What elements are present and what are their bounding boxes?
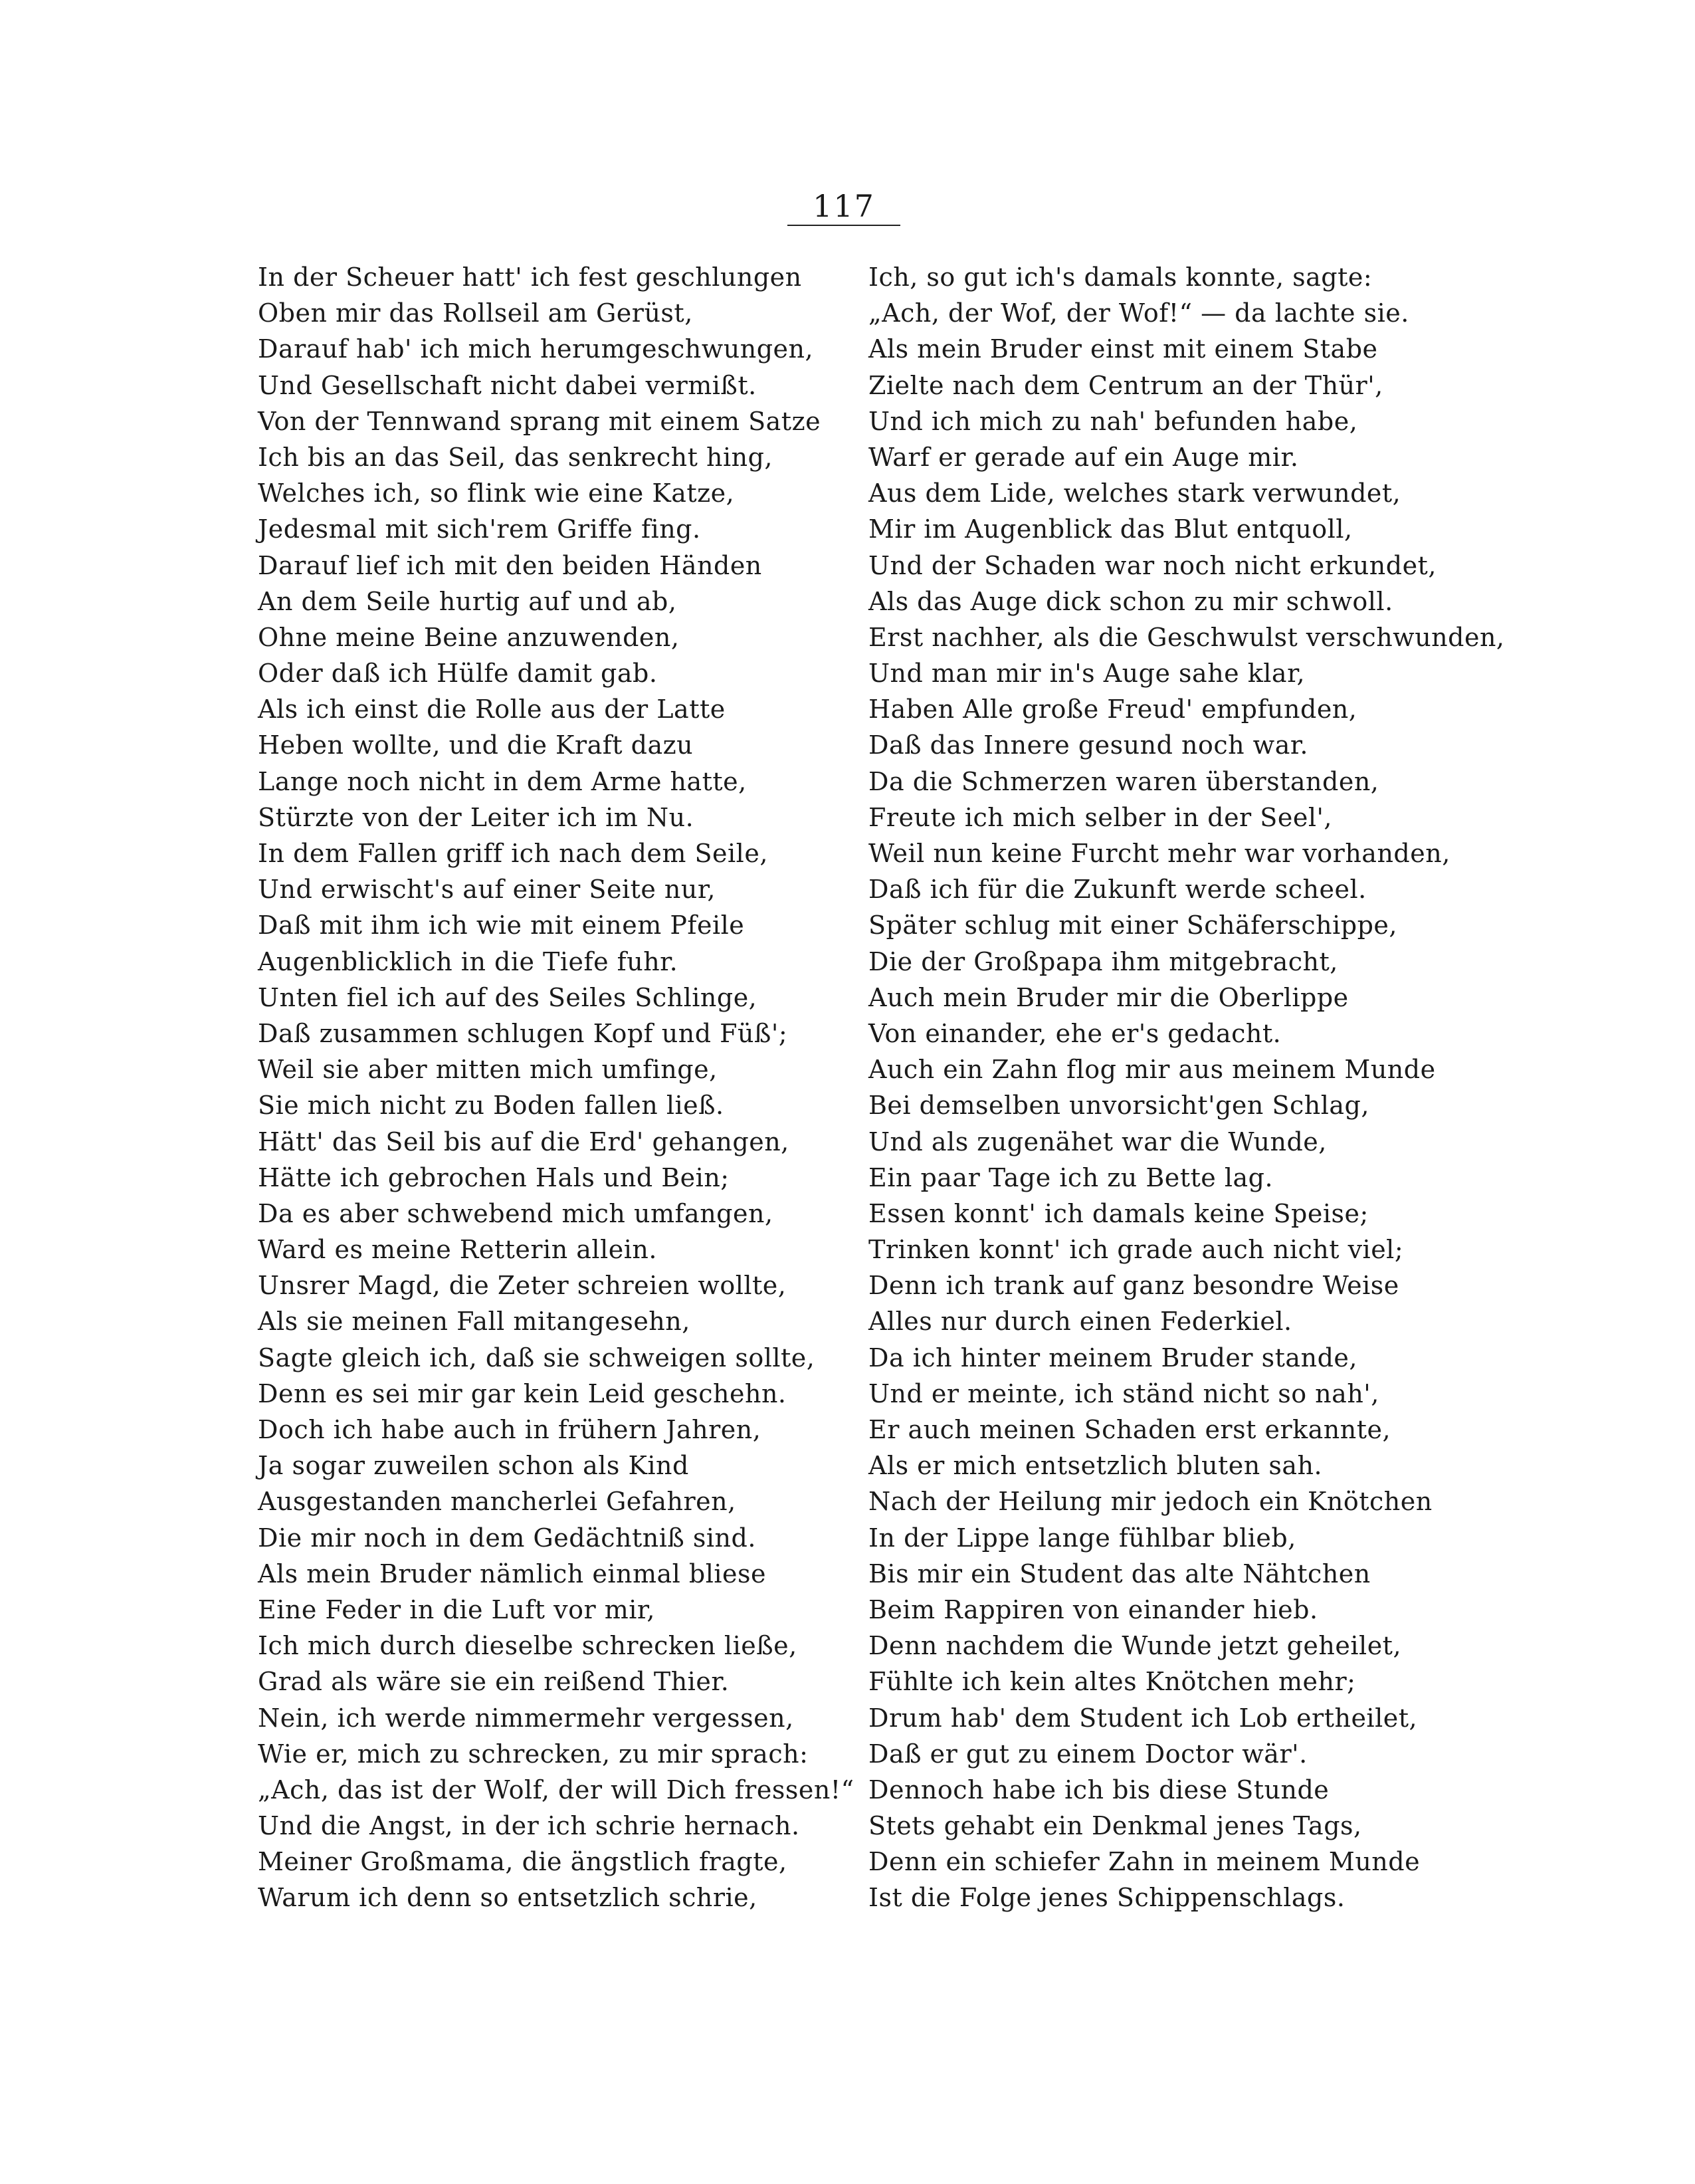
verse-line: Bei demselben unvorsicht'gen Schlag, (868, 1091, 1369, 1121)
verse-line: Darauf lief ich mit den beiden Händen (258, 550, 762, 580)
verse-line: Daß er gut zu einem Doctor wär'. (868, 1739, 1308, 1769)
verse-line: Trinken konnt' ich grade auch nicht viel; (868, 1235, 1404, 1265)
verse-line: Ward es meine Retterin allein. (258, 1235, 657, 1265)
verse-line: Freute ich mich selber in der Seel', (868, 802, 1332, 832)
verse-line: Oben mir das Rollseil am Gerüst, (258, 298, 693, 328)
verse-line: Denn ein schiefer Zahn in meinem Munde (868, 1847, 1421, 1877)
verse-line: Ohne meine Beine anzuwenden, (258, 622, 680, 652)
verse-line: Da es aber schwebend mich umfangen, (258, 1198, 773, 1228)
verse-line: Daß mit ihm ich wie mit einem Pfeile (258, 911, 745, 940)
verse-line: Er auch meinen Schaden erst erkannte, (868, 1415, 1391, 1444)
verse-line: Wie er, mich zu schrecken, zu mir sprach: (258, 1739, 809, 1769)
verse-line: Haben Alle große Freud' empfunden, (868, 695, 1357, 724)
verse-line: Und Gesellschaft nicht dabei vermißt. (258, 370, 757, 400)
verse-line: Ich mich durch dieselbe schrecken ließe, (258, 1631, 797, 1661)
verse-line: Doch ich habe auch in frühern Jahren, (258, 1415, 761, 1444)
verse-line: „Ach, der Wof, der Wof!“ — da lachte sie. (868, 298, 1409, 328)
verse-line: Die der Großpapa ihm mitgebracht, (868, 946, 1338, 976)
verse-line: Alles nur durch einen Federkiel. (868, 1307, 1292, 1337)
verse-line: Grad als wäre sie ein reißend Thier. (258, 1667, 730, 1697)
verse-line: Ausgestanden mancherlei Gefahren, (258, 1487, 736, 1517)
verse-line: Essen konnt' ich damals keine Speise; (868, 1198, 1369, 1228)
verse-line: Welches ich, so flink wie eine Katze, (258, 479, 735, 508)
verse-line: Eine Feder in die Luft vor mir, (258, 1594, 655, 1624)
verse-line: Drum hab' dem Student ich Lob ertheilet, (868, 1703, 1418, 1733)
verse-line: Sie mich nicht zu Boden fallen ließ. (258, 1091, 724, 1121)
verse-line: Daß zusammen schlugen Kopf und Füß'; (258, 1018, 788, 1048)
page-number-rule (787, 225, 900, 226)
verse-line: Und er meinte, ich ständ nicht so nah', (868, 1378, 1379, 1408)
verse-line: Weil nun keine Furcht mehr war vorhanden, (868, 839, 1450, 868)
verse-line: Als er mich entsetzlich bluten sah. (868, 1451, 1323, 1481)
verse-line: Nach der Heilung mir jedoch ein Knötchen (868, 1487, 1433, 1517)
verse-line: Ich bis an das Seil, das senkrecht hing, (258, 442, 773, 472)
verse-line: Oder daß ich Hülfe damit gab. (258, 659, 658, 689)
verse-line: Da ich hinter meinem Bruder stande, (868, 1343, 1357, 1372)
verse-line: Nein, ich werde nimmermehr vergessen, (258, 1703, 794, 1733)
verse-line: Daß das Innere gesund noch war. (868, 730, 1308, 760)
verse-line: Jedesmal mit sich'rem Griffe fing. (258, 514, 701, 544)
verse-line: Ich, so gut ich's damals konnte, sagte: (868, 263, 1373, 292)
verse-line: Heben wollte, und die Kraft dazu (258, 730, 694, 760)
verse-line: Als ich einst die Rolle aus der Latte (258, 695, 726, 724)
verse-line: Warum ich denn so entsetzlich schrie, (258, 1883, 757, 1913)
verse-line: Fühlte ich kein altes Knötchen mehr; (868, 1667, 1356, 1697)
verse-line: Aus dem Lide, welches stark verwundet, (868, 479, 1401, 508)
verse-line: Und ich mich zu nah' befunden habe, (868, 406, 1358, 436)
verse-line: In der Scheuer hatt' ich fest geschlungen (258, 263, 802, 292)
verse-line: Hätte ich gebrochen Hals und Bein; (258, 1162, 730, 1192)
verse-line: Dennoch habe ich bis diese Stunde (868, 1775, 1330, 1804)
page-number: 117 (813, 188, 875, 224)
verse-line: Meiner Großmama, die ängstlich fragte, (258, 1847, 787, 1877)
verse-line: Ist die Folge jenes Schippenschlags. (868, 1883, 1346, 1913)
verse-line: Als sie meinen Fall mitangesehn, (258, 1307, 690, 1337)
verse-line: Denn nachdem die Wunde jetzt geheilet, (868, 1631, 1402, 1661)
verse-line: Daß ich für die Zukunft werde scheel. (868, 875, 1367, 905)
verse-line: Von einander, ehe er's gedacht. (868, 1018, 1282, 1048)
verse-line: Auch mein Bruder mir die Oberlippe (868, 982, 1349, 1012)
verse-line: „Ach, das ist der Wolf, der will Dich fressen!“ (258, 1775, 854, 1804)
verse-line: Als das Auge dick schon zu mir schwoll. (868, 586, 1393, 616)
verse-line: Augenblicklich in die Tiefe fuhr. (258, 946, 678, 976)
verse-line: Weil sie aber mitten mich umfinge, (258, 1055, 718, 1085)
verse-line: Denn es sei mir gar kein Leid geschehn. (258, 1378, 787, 1408)
verse-line: Unten fiel ich auf des Seiles Schlinge, (258, 982, 757, 1012)
verse-line: Lange noch nicht in dem Arme hatte, (258, 766, 747, 796)
verse-line: Warf er gerade auf ein Auge mir. (868, 442, 1299, 472)
verse-line: Als mein Bruder nämlich einmal bliese (258, 1559, 766, 1588)
verse-line: Und der Schaden war noch nicht erkundet, (868, 550, 1437, 580)
verse-line: Zielte nach dem Centrum an der Thür', (868, 370, 1383, 400)
verse-line: Und man mir in's Auge sahe klar, (868, 659, 1306, 689)
verse-line: Ja sogar zuweilen schon als Kind (258, 1451, 689, 1481)
poem-column-left (258, 259, 869, 1916)
verse-line: Die mir noch in dem Gedächtniß sind. (258, 1523, 756, 1553)
verse-line: Stets gehabt ein Denkmal jenes Tags, (868, 1811, 1362, 1841)
verse-line: An dem Seile hurtig auf und ab, (258, 586, 677, 616)
verse-line: Auch ein Zahn flog mir aus meinem Munde (868, 1055, 1436, 1085)
verse-line: In dem Fallen griff ich nach dem Seile, (258, 839, 768, 868)
verse-line: Als mein Bruder einst mit einem Stabe (868, 334, 1378, 364)
verse-line: Beim Rappiren von einander hieb. (868, 1594, 1318, 1624)
verse-line: Sagte gleich ich, daß sie schweigen sollte, (258, 1343, 815, 1372)
poem-column-right (868, 259, 1505, 1916)
verse-line: Und die Angst, in der ich schrie hernach. (258, 1811, 800, 1841)
verse-line: Von der Tennwand sprang mit einem Satze (258, 406, 821, 436)
verse-line: Und erwischt's auf einer Seite nur, (258, 875, 716, 905)
verse-line: Erst nachher, als die Geschwulst verschwunden, (868, 622, 1505, 652)
verse-line: Hätt' das Seil bis auf die Erd' gehangen, (258, 1127, 789, 1156)
verse-line: Bis mir ein Student das alte Nähtchen (868, 1559, 1371, 1588)
verse-line: Und als zugenähet war die Wunde, (868, 1127, 1327, 1156)
verse-line: Stürzte von der Leiter ich im Nu. (258, 802, 694, 832)
verse-line: Ein paar Tage ich zu Bette lag. (868, 1162, 1274, 1192)
verse-line: Da die Schmerzen waren überstanden, (868, 766, 1379, 796)
verse-line: Darauf hab' ich mich herumgeschwungen, (258, 334, 814, 364)
verse-line: Unsrer Magd, die Zeter schreien wollte, (258, 1271, 787, 1301)
verse-line: Später schlug mit einer Schäferschippe, (868, 911, 1397, 940)
verse-line: In der Lippe lange fühlbar blieb, (868, 1523, 1296, 1553)
verse-line: Denn ich trank auf ganz besondre Weise (868, 1271, 1399, 1301)
verse-line: Mir im Augenblick das Blut entquoll, (868, 514, 1353, 544)
